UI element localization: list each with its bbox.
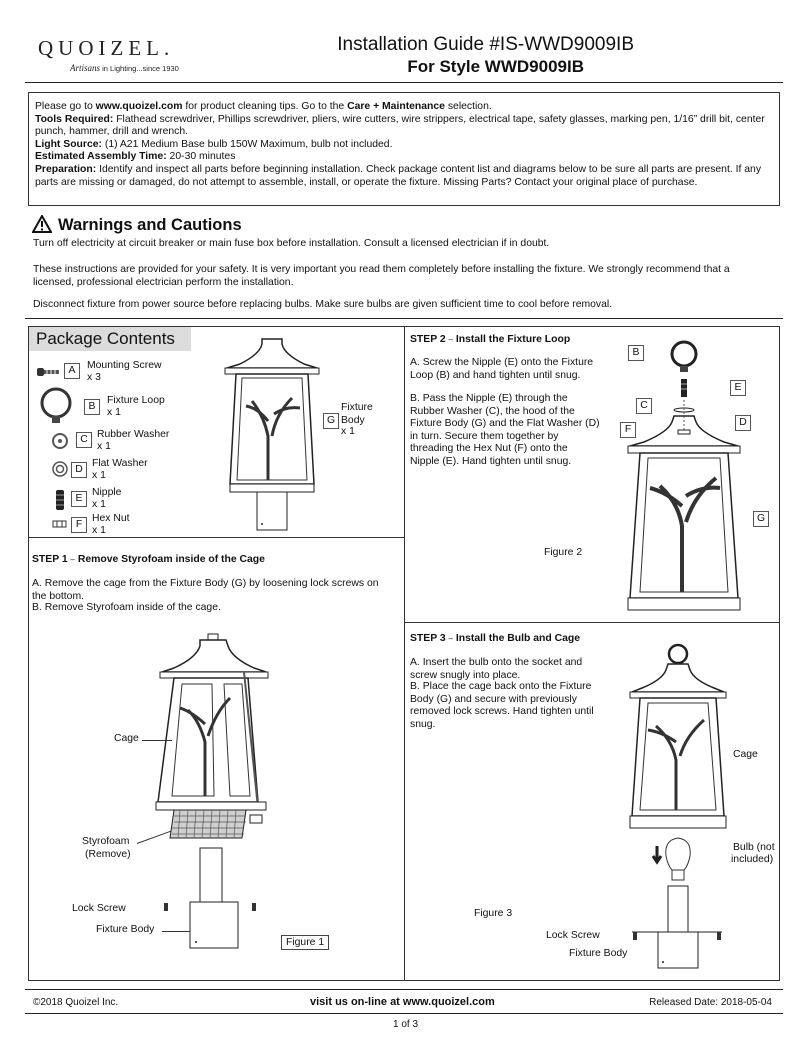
tools-line: Tools Required: Flathead screwdriver, Phillips screwdriver, pliers, wire cutters, wire strippers, electrical tape, safety glasses, marking pen, 1/16” drill bit, center punch, hammer, drill and wrench. — [35, 113, 765, 138]
fixture-body-drawing — [222, 336, 322, 532]
footer-divider — [25, 989, 783, 990]
tagline-text: in Lighting...since 1930 — [102, 64, 179, 73]
step2-b: B. Pass the Nipple (E) through the Rubber Washer (C), the hood of the Fixture Body (G) and the Flat Washer (D) in turn. Secure them together by threading the Hex Nut (F) onto the Nipple (E). Hand tighten until snug. — [410, 393, 600, 467]
part-qty-b: x 1 — [107, 407, 121, 418]
fig3-label-cage: Cage — [733, 749, 758, 760]
hex-nut-icon — [52, 519, 68, 529]
step2-heading: STEP 2 – Install the Fixture Loop — [410, 334, 571, 345]
tagline-script: Artisans — [70, 63, 101, 73]
warning-icon — [32, 215, 52, 233]
copyright: ©2018 Quoizel Inc. — [33, 997, 119, 1008]
figure1-drawing — [150, 632, 275, 950]
step1-heading: STEP 1 – Remove Styrofoam inside of the Cage — [32, 554, 265, 565]
step3-heading: STEP 3 – Install the Bulb and Cage — [410, 633, 580, 644]
fig1-label-remove: (Remove) — [85, 849, 131, 860]
step2-a: A. Screw the Nipple (E) onto the Fixture Loop (B) and hand tighten until snug. — [410, 357, 594, 381]
left-divider — [28, 537, 404, 538]
column-divider — [404, 326, 405, 981]
header-divider — [25, 82, 783, 83]
step1-a: A. Remove the cage from the Fixture Body (G) by loosening lock screws on the bottom. — [32, 578, 379, 602]
warnings-title: Warnings and Cautions — [58, 216, 242, 234]
fig2-label-e: E — [730, 380, 746, 396]
warnings-divider — [25, 318, 783, 319]
fig2-label-d: D — [735, 415, 751, 431]
fig3-label-fixture-body: Fixture Body — [569, 948, 628, 959]
part-letter-e: E — [71, 491, 87, 507]
fig1-label-styrofoam: Styrofoam — [82, 836, 130, 847]
warning-p3: Disconnect fixture from power source before replacing bulbs. Make sure bulbs are given sufficient time to cool before removal. — [33, 299, 613, 310]
part-letter-c: C — [76, 432, 92, 448]
warning-p1: Turn off electricity at circuit breaker or main fuse box before installation. Consult a licensed electrician if in doubt. — [33, 238, 550, 249]
page-title: Installation Guide #IS-WWD9009IB — [337, 34, 634, 55]
time-line: Estimated Assembly Time: 20-30 minutes — [35, 151, 236, 163]
prep-line: Preparation: Identify and inspect all parts before beginning installation. Check package content list and diagrams below to be sure all parts are present. If any parts are missing or damaged, do not attempt to assemble, install, or operate the fixture. Missing Parts? Contact your original place of purchase. — [35, 163, 762, 188]
website-link[interactable]: www.quoizel.com — [95, 101, 183, 112]
part-letter-f: F — [71, 517, 87, 533]
brand-tagline — [70, 63, 179, 73]
fig3-label-bulb-note: included) — [731, 854, 774, 865]
footer-website-link[interactable]: www.quoizel.com — [402, 996, 495, 1008]
figure3-label: Figure 3 — [474, 908, 513, 919]
part-name-f: Hex Nut — [92, 513, 130, 524]
page-subtitle: For Style WWD9009IB — [407, 57, 584, 76]
brand-logo: QUOIZEL. — [38, 36, 175, 60]
fig3-label-bulb: Bulb (not — [733, 842, 775, 853]
intro-box — [28, 92, 780, 206]
figure2-label: Figure 2 — [544, 547, 583, 558]
part-name-d: Flat Washer — [92, 458, 148, 469]
part-name-b: Fixture Loop — [107, 395, 165, 406]
part-qty-g: x 1 — [341, 426, 355, 437]
package-title: Package Contents — [29, 327, 191, 351]
part-letter-a: A — [64, 363, 80, 379]
part-name-e: Nipple — [92, 487, 122, 498]
part-qty-c: x 1 — [97, 441, 111, 452]
step3-b: B. Place the cage back onto the Fixture Body (G) and secure with previously removed lock screws. Hand tighten until snug. — [410, 681, 594, 730]
fig1-cage-leader — [142, 740, 172, 741]
fig2-label-f: F — [620, 422, 636, 438]
right-divider — [404, 622, 780, 623]
fig3-label-lock-screw: Lock Screw — [546, 930, 600, 941]
fixture-loop-icon — [38, 386, 74, 426]
fig1-body-leader — [162, 931, 190, 932]
rubber-washer-icon — [50, 431, 70, 451]
part-name-c: Rubber Washer — [97, 429, 170, 440]
fig1-label-lock-screw: Lock Screw — [72, 903, 126, 914]
part-letter-g: G — [323, 413, 339, 429]
fig2-label-g: G — [753, 511, 769, 527]
light-line: Light Source: (1) A21 Medium Base bulb 150W Maximum, bulb not included. — [35, 138, 393, 150]
fig1-label-fixture-body: Fixture Body — [96, 924, 155, 935]
part-letter-b: B — [84, 399, 100, 415]
footer-bottom-divider — [25, 1013, 783, 1014]
part-name-g: Fixture Body — [341, 402, 373, 426]
part-qty-d: x 1 — [92, 470, 106, 481]
mounting-screw-icon — [36, 365, 62, 379]
step1-b: B. Remove Styrofoam inside of the cage. — [32, 602, 221, 613]
figure3-drawing — [622, 640, 732, 970]
nipple-icon — [54, 489, 66, 511]
fig2-label-b: B — [628, 345, 644, 361]
fig2-label-c: C — [636, 398, 652, 414]
figure1-label: Figure 1 — [281, 935, 329, 950]
figure2-drawing — [620, 336, 760, 616]
part-qty-f: x 1 — [92, 525, 106, 536]
flat-washer-icon — [50, 459, 70, 479]
part-qty-e: x 1 — [92, 499, 106, 510]
warning-p2: These instructions are provided for your safety. It is very important you read them completely before installing the fixture. We strongly recommend that a licensed, professional electrician perform the installation. — [33, 264, 730, 288]
intro-line-1: Please go to www.quoizel.com for product cleaning tips. Go to the Care + Maintenance selection. — [35, 101, 492, 112]
part-name-a: Mounting Screw — [87, 360, 162, 371]
step3-a: A. Insert the bulb onto the socket and screw snugly into place. — [410, 657, 583, 681]
footer-visit: visit us on-line at www.quoizel.com — [310, 996, 495, 1008]
release-date: Released Date: 2018-05-04 — [649, 997, 772, 1008]
fig1-label-cage: Cage — [114, 733, 139, 744]
part-qty-a: x 3 — [87, 372, 101, 383]
page-number: 1 of 3 — [393, 1019, 419, 1030]
part-letter-d: D — [71, 462, 87, 478]
